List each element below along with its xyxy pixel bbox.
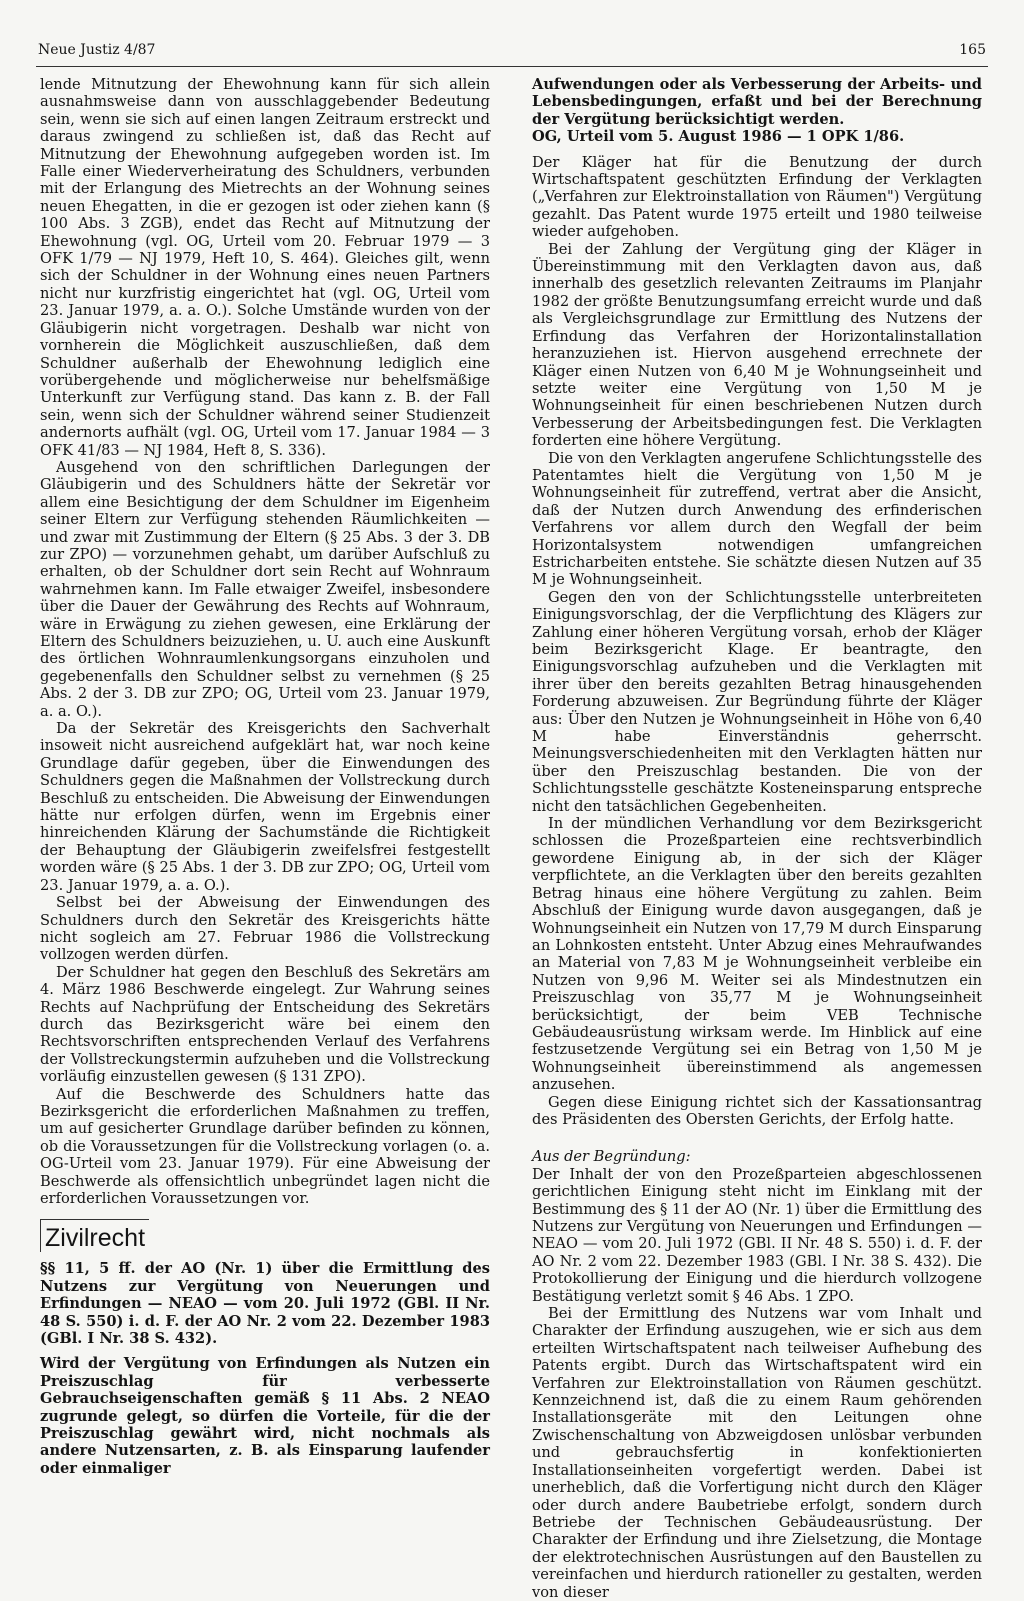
journal-issue: Neue Justiz 4/87 xyxy=(38,42,156,58)
paragraph: Ausgehend von den schriftlichen Darlegungen der Gläubigerin und des Schuldners hätte der Sekretär vor allem eine Besichtigung der dem Schuldner im Eigenheim seiner Eltern zur Verfügung stehenden Räumlichkeiten — und zwar mit Zustimmung der Eltern (§ 25 Abs. 3 der 3. DB zur ZPO) — vorzunehmen gehabt, um darüber Aufschluß zu erhalten, ob der Schuldner dort sein Recht auf Wohnraum wahrnehmen kann. Im Falle etwaiger Zweifel, insbesondere über die Dauer der Gewährung des Rechts auf Wohnraum, wäre in Erwägung zu ziehen gewesen, eine Erklärung der Eltern des Schuldners beizuziehen, u. U. auch eine Auskunft des örtlichen Wohnraumlenkungsorgans einzuholen und gegebenenfalls den Schuldner selbst zu vernehmen (§ 25 Abs. 2 der 3. DB zur ZPO; OG, Urteil vom 23. Januar 1979, a. a. O.). xyxy=(40,458,490,720)
paragraph: Gegen den von der Schlichtungsstelle unterbreiteten Einigungsvorschlag, der die Verpflichtung des Klägers zur Zahlung einer höheren Vergütung vorsah, erhob der Kläger beim Bezirksgericht Klage. Er beantragte, den Einigungsvorschlag aufzuheben und die Verklagten mit ihrer über den bereits gezahlten Betrag hinausgehenden Forderung abzuweisen. Zur Begründung führte der Kläger aus: Über den Nutzen je Wohnungseinheit in Höhe von 6,40 M habe Einverständnis geherrscht. Meinungsverschiedenheiten mit den Verklagten hätten nur über den Preiszuschlag bestanden. Die von der Schlichtungsstelle geschätzte Kosteneinsparung entspreche nicht den tatsächlichen Gegebenheiten. xyxy=(532,588,982,815)
paragraph: Der Schuldner hat gegen den Beschluß des Sekretärs am 4. März 1986 Beschwerde eingelegt. Zur Wahrung seines Rechts auf Nachprüfung der Entscheidung des Sekretärs durch das Bezirksgericht wäre bei einem den Rechtsvorschriften entsprechenden Verlauf des Verfahrens der Vollstreckungstermin aufzuheben und die Vollstreckung vorläufig einzustellen gewesen (§ 131 ZPO). xyxy=(40,963,490,1086)
header-rule xyxy=(36,66,988,67)
paragraph: Der Inhalt der von den Prozeßparteien abgeschlossenen gerichtlichen Einigung steht nicht im Einklang mit der Bestimmung des § 11 der AO (Nr. 1) über die Ermittlung des Nutzens zur Vergütung von Neuerungen und Erfindungen — NEAO — vom 20. Juli 1972 (GBl. II Nr. 48 S. 550) i. d. F. der AO Nr. 2 vom 22. Dezember 1983 (GBl. I Nr. 38 S. 432). Die Protokollierung der Einigung und die hierdurch vollzogene Bestätigung verletzt somit § 46 Abs. 1 ZPO. xyxy=(532,1165,982,1305)
paragraph: Bei der Ermittlung des Nutzens war vom Inhalt und Charakter der Erfindung auszugehen, wie er sich aus dem erteilten Wirtschaftspatent nach teilweiser Aufhebung des Patents ergibt. Durch das Wirtschaftspatent wird ein Verfahren zur Elektroinstallation von Räumen geschützt. Kennzeichnend ist, daß die zu einem Raum gehörenden Installationsgeräte mit den Leitungen ohne Zwischenschaltung von Abzweigdosen unlösbar verbunden und gebrauchsfertig in konfektionierten Installationseinheiten vorgefertigt werden. Dabei ist unerheblich, daß die Vorfertigung nicht durch den Kläger oder durch andere Baubetriebe erfolgt, sondern durch Betriebe der Technischen Gebäudeausrüstung. Der Charakter der Erfindung und ihre Zielsetzung, die Montage der elektrotechnischen Ausrüstungen auf den Baustellen zu vereinfachen und hierdurch rationeller zu gestalten, werden von dieser xyxy=(532,1305,982,1601)
court-citation: OG, Urteil vom 5. August 1986 — 1 OPK 1/86. xyxy=(532,128,905,146)
paragraph: Auf die Beschwerde des Schuldners hatte das Bezirksgericht die erforderlichen Maßnahmen zu treffen, um auf gesicherter Grundlage darüber befinden zu können, ob die Voraussetzungen für die Vollstreckung vorlagen (o. a. OG-Urteil vom 23. Januar 1979). Für eine Abweisung der Beschwerde als offensichtlich unbegründet lagen nicht die erforderlichen Voraussetzungen vor. xyxy=(40,1085,490,1207)
paragraph: Bei der Zahlung der Vergütung ging der Kläger in Übereinstimmung mit den Verklagten davon aus, daß innerhalb des gesetzlich relevanten Zeitraums im Planjahr 1982 der größte Benutzungsumfang erreicht wurde und daß als Vergleichsgrundlage zur Ermittlung des Nutzens der Erfindung das Verfahren der Horizontalinstallation heranzuziehen ist. Hiervon ausgehend errechnete der Kläger einen Nutzen von 6,40 M je Wohnungseinheit und setzte weiter eine Vergütung von 1,50 M je Wohnungseinheit für einen beschriebenen Nutzen durch Verbesserung der Arbeitsbedingungen fest. Die Verklagten forderten eine höhere Vergütung. xyxy=(532,240,982,450)
running-header xyxy=(38,42,986,60)
paragraph: Die von den Verklagten angerufene Schlichtungsstelle des Patentamtes hielt die Vergütung von 1,50 M je Wohnungseinheit für zutreffend, vertrat aber die Ansicht, daß der Nutzen durch Anwendung des erfinderischen Verfahrens vor allem durch den Wegfall der beim Horizontalsystem notwendigen umfangreichen Estricharbeiten entstehe. Sie schätzte diesen Nutzen auf 35 M je Wohnungseinheit. xyxy=(532,449,982,589)
spacer xyxy=(532,146,982,154)
paragraph: Der Kläger hat für die Benutzung der durch Wirtschaftspatent geschützten Erfindung der Verklagten („Verfahren zur Elektroinstallation von Räumen") Vergütung gezahlt. Das Patent wurde 1975 erteilt und 1980 teilweise wieder aufgehoben. xyxy=(532,153,982,241)
paragraph: lende Mitnutzung der Ehewohnung kann für sich allein ausnahmsweise dann von ausschlaggebender Bedeutung sein, wenn sie sich auf einen langen Zeitraum erstreckt und daraus zwingend zu schließen ist, daß das Recht auf Mitnutzung der Ehewohnung aufgegeben worden ist. Im Falle einer Wiederverheiratung des Schuldners, verbunden mit der Erlangung des Mietrechts an der Wohnung seines neuen Ehegatten, in die er gezogen ist oder ziehen kann (§ 100 Abs. 3 ZGB), endet das Recht auf Mitnutzung der Ehewohnung (vgl. OG, Urteil vom 20. Februar 1979 — 3 OFK 1/79 — NJ 1979, Heft 10, S. 464). Gleiches gilt, wenn sich der Schuldner in der Wohnung eines neuen Partners nicht nur kurzfristig eingerichtet hat (vgl. OG, Urteil vom 23. Januar 1979, a. a. O.). Solche Umstände wurden von der Gläubigerin nicht vorgetragen. Deshalb war nicht von vornherein die Möglichkeit auszuschließen, daß dem Schuldner außerhalb der Ehewohnung lediglich eine vorübergehende und möglicherweise nur behelfsmäßige Unterkunft zur Verfügung stand. Das kann z. B. der Fall sein, wenn sich der Schuldner während seiner Studienzeit andernorts aufhält (vgl. OG, Urteil vom 17. Januar 1984 — 3 OFK 41/83 — NJ 1984, Heft 8, S. 336). xyxy=(40,76,490,459)
headnote-continued: Aufwendungen oder als Verbesserung der Arbeits- und Lebensbedingungen, erfaßt und bei der Berechnung der Vergütung berücksichtigt werden. xyxy=(532,76,982,128)
paragraph: Gegen diese Einigung richtet sich der Kassationsantrag des Präsidenten des Obersten Gerichts, der Erfolg hatte. xyxy=(532,1093,982,1128)
headnote: Wird der Vergütung von Erfindungen als Nutzen ein Preiszuschlag für verbesserte Gebrauchseigenschaften gemäß § 11 Abs. 2 NEAO zugrunde gelegt, so dürfen die Vorteile, für die der Preiszuschlag gewährt wird, nicht nochmals als andere Nutzensarten, z. B. als Einsparung laufender oder einmaliger xyxy=(40,1355,490,1477)
paragraph: Da der Sekretär des Kreisgerichts den Sachverhalt insoweit nicht ausreichend aufgeklärt hat, war noch keine Grundlage dafür gegeben, über die Einwendungen des Schuldners gegen die Maßnahmen der Vollstreckung durch Beschluß zu entscheiden. Die Abweisung der Einwendungen hätte nur erfolgen dürfen, wenn im Ergebnis einer hinreichenden Klärung der Sachumstände die Richtigkeit der Behauptung der Gläubigerin zweifelsfrei festgestellt worden wäre (§ 25 Abs. 1 der 3. DB zur ZPO; OG, Urteil vom 23. Januar 1979, a. a. O.). xyxy=(40,720,490,894)
page-number: 165 xyxy=(959,42,986,58)
right-column xyxy=(532,76,982,1601)
spacer xyxy=(40,1347,490,1355)
reasons-heading: Aus der Begründung: xyxy=(532,1148,691,1166)
spacer xyxy=(532,1128,982,1148)
paragraph: Selbst bei der Abweisung der Einwendungen des Schuldners durch den Sekretär des Kreisgerichts hätte nicht sogleich am 27. Februar 1986 die Vollstreckung vollzogen werden dürfen. xyxy=(40,894,490,964)
left-column xyxy=(40,76,490,1477)
section-title: Zivilrecht xyxy=(40,1219,149,1252)
paragraph: In der mündlichen Verhandlung vor dem Bezirksgericht schlossen die Prozeßparteien eine rechtsverbindlich gewordene Einigung ab, in der sich der Kläger verpflichtete, an die Verklagten über den bereits gezahlten Betrag hinaus eine höhere Vergütung zu zahlen. Beim Abschluß der Einigung wurde davon ausgegangen, daß je Wohnungseinheit ein Nutzen von 17,79 M durch Einsparung an Lohnkosten entsteht. Unter Abzug eines Mehraufwandes an Material von 7,83 M je Wohnungseinheit verbleibe ein Nutzen von 9,96 M. Weiter sei als Mindestnutzen ein Preiszuschlag von 35,77 M je Wohnungseinheit berücksichtigt, der beim VEB Technische Gebäudeausrüstung wirksam werde. Im Hinblick auf eine festzusetzende Vergütung sei ein Betrag von 1,50 M je Wohnungseinheit übereinstimmend als angemessen anzusehen. xyxy=(532,815,982,1094)
norm-reference: §§ 11, 5 ff. der AO (Nr. 1) über die Ermittlung des Nutzens zur Vergütung von Neuerungen und Erfindungen — NEAO — vom 20. Juli 1972 (GBl. II Nr. 48 S. 550) i. d. F. der AO Nr. 2 vom 22. Dezember 1983 (GBl. I Nr. 38 S. 432). xyxy=(40,1260,490,1348)
